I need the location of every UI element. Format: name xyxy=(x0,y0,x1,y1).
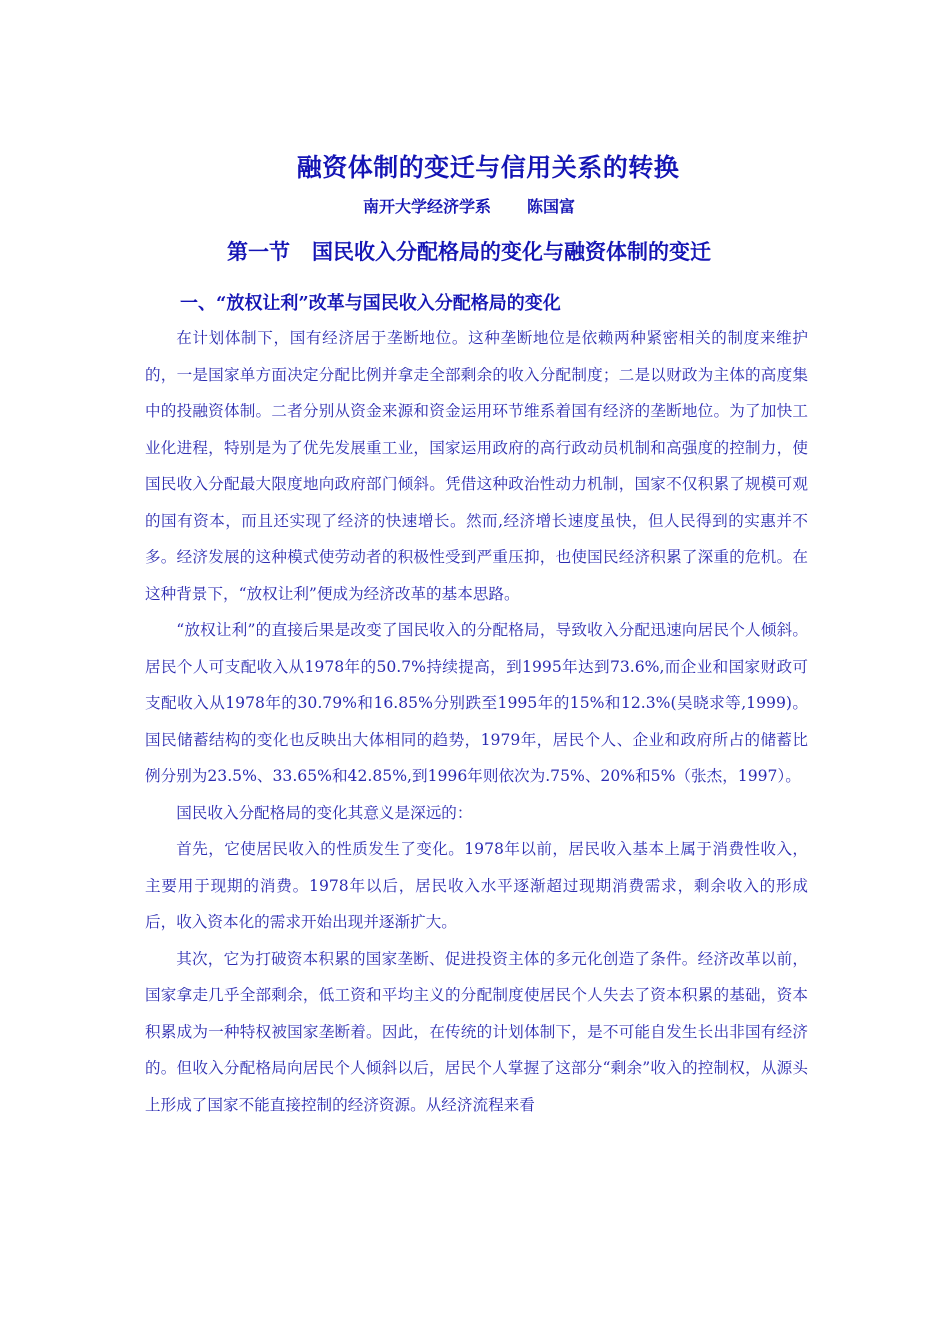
document-title: 融资体制的变迁与信用关系的转换 xyxy=(296,153,680,182)
section-title: 国民收入分配格局的变化与融资体制的变迁 xyxy=(312,239,711,264)
paragraph: 国民收入分配格局的变化其意义是深远的： xyxy=(176,803,473,822)
paragraph: “放权让利”的直接后果是改变了国民收入的分配格局，导致收入分配迅速向居民个人倾斜。居民个人可支配收入从1978年的50.7%持续提高，到1995年达到73.6%,而企业和国家财政可支配收入从1978年的30.79%和16.85%分别跌至1995年的15%和12.3%(吴晓求等,1999)。国民储蓄结构的变化也反映出大体相同的趋势，1979年，居民个人、企业和政府所占的储蓄比例分别为23.5%、33.65%和42.85%,到1996年则依次为.75%、20%和5%（张杰，1997）。 xyxy=(145,621,808,785)
section-heading xyxy=(0,236,938,266)
author-affiliation: 南开大学经济学系 xyxy=(362,197,491,216)
body-text xyxy=(145,320,808,1123)
paragraph: 首先，它使居民收入的性质发生了变化。1978年以前，居民收入基本上属于消费性收入，主要用于现期的消费。1978年以后，居民收入水平逐渐超过现期消费需求，剩余收入的形成后，收入资本化的需求开始出现并逐渐扩大。 xyxy=(145,840,808,931)
paragraph: 在计划体制下，国有经济居于垄断地位。这种垄断地位是依赖两种紧密相关的制度来维护的，一是国家单方面决定分配比例并拿走全部剩余的收入分配制度；二是以财政为主体的高度集中的投融资体制。二者分别从资金来源和资金运用环节维系着国有经济的垄断地位。为了加快工业化进程，特别是为了优先发展重工业，国家运用政府的高行政动员机制和高强度的控制力，使国民收入分配最大限度地向政府部门倾斜。凭借这种政治性动力机制，国家不仅积累了规模可观的国有资本，而且还实现了经济的快速增长。然而,经济增长速度虽快，但人民得到的实惠并不多。经济发展的这种模式使劳动者的积极性受到严重压抑，也使国民经济积累了深重的危机。在这种背景下，“放权让利”便成为经济改革的基本思路。 xyxy=(145,329,808,603)
subsection-heading: 一、“放权让利”改革与国民收入分配格局的变化 xyxy=(180,293,561,314)
section-number: 第一节 xyxy=(227,239,290,264)
author-line xyxy=(0,194,938,217)
author-name: 陈国富 xyxy=(527,197,576,216)
paragraph: 其次，它为打破资本积累的国家垄断、促进投资主体的多元化创造了条件。经济改革以前，国家拿走几乎全部剩余，低工资和平均主义的分配制度使居民个人失去了资本积累的基础，资本积累成为一种特权被国家垄断着。因此，在传统的计划体制下，是不可能自发生长出非国有经济的。但收入分配格局向居民个人倾斜以后，居民个人掌握了这部分“剩余”收入的控制权，从源头上形成了国家不能直接控制的经济资源。从经济流程来看 xyxy=(145,949,808,1114)
